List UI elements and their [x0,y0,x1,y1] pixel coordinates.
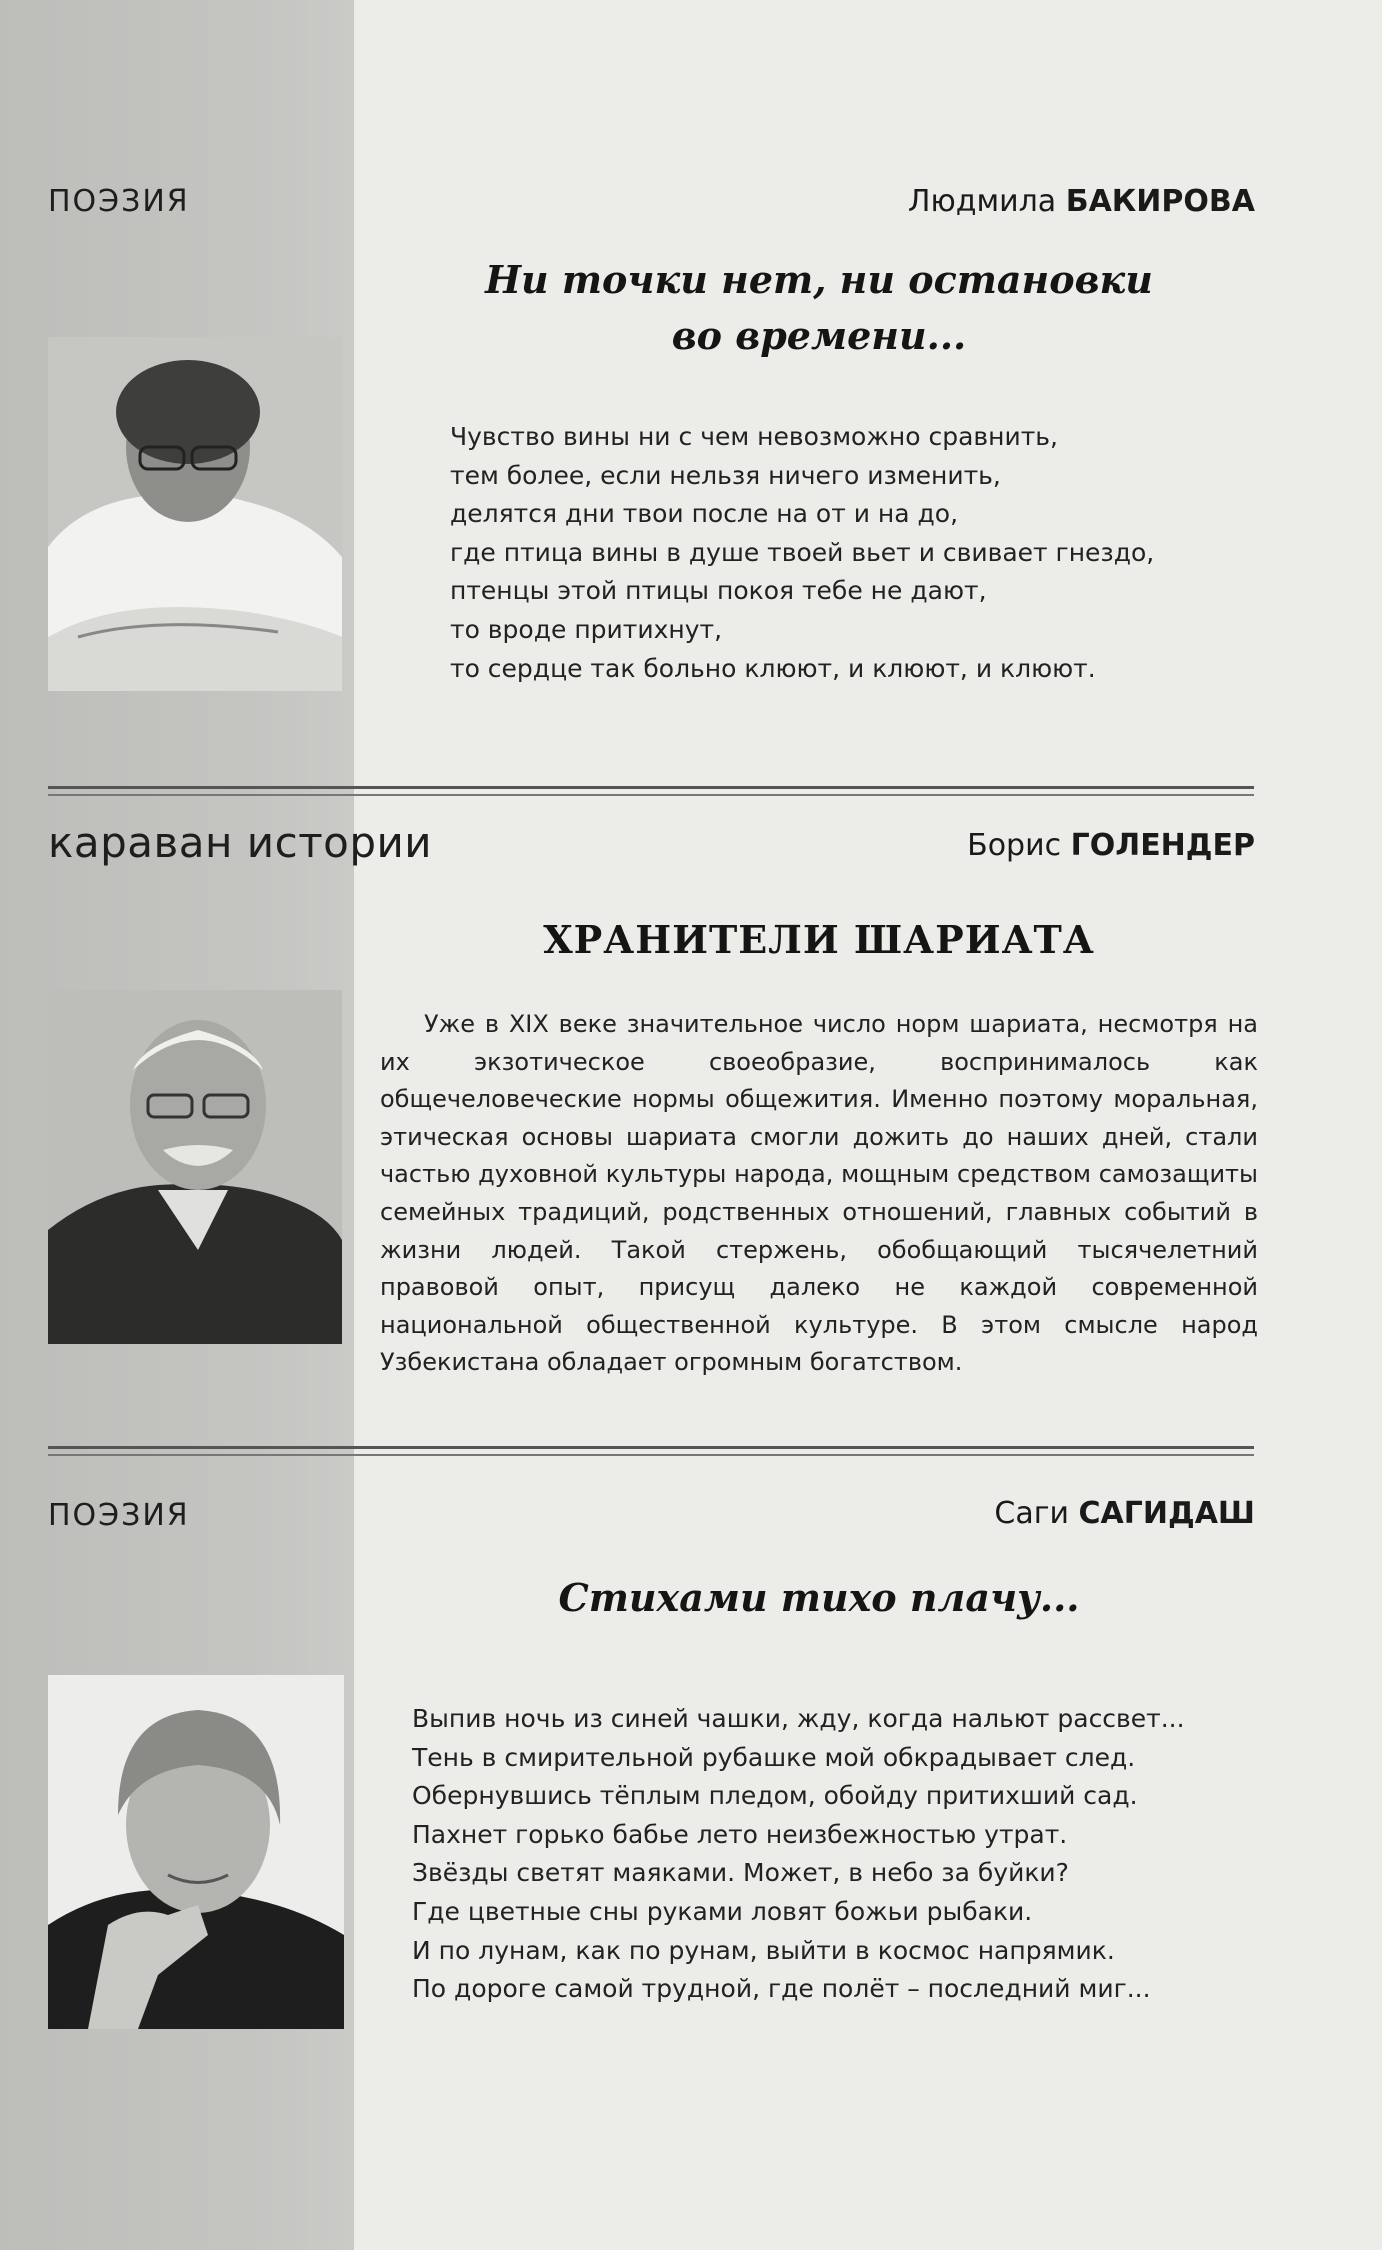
author-first-name: Борис [967,828,1062,863]
rubric-label: караван истории [48,818,433,867]
portrait-man-glasses [48,990,342,1344]
poem-line: Звёзды светят маяками. Может, в небо за буйки? [412,1858,1069,1888]
author-surname: ГОЛЕНДЕР [1070,828,1255,863]
poem-line: По дороге самой трудной, где полёт – последний миг... [412,1974,1151,2004]
author-name [967,828,1255,863]
poem-text [412,1700,1185,2009]
poem-line: где птица вины в душе твоей вьет и свивает гнездо, [450,537,1155,567]
poem-line: Пахнет горько бабье лето неизбежностью утрат. [412,1819,1068,1849]
poem-line: тем более, если нельзя ничего изменить, [450,460,1001,490]
poem-line: Выпив ночь из синей чашки, жду, когда нальют рассвет... [412,1704,1185,1733]
poem-line: Тень в смирительной рубашке мой обкрадывает след. [412,1742,1136,1772]
author-name [994,1496,1255,1531]
section-divider [48,794,1254,796]
author-name [908,184,1255,219]
title-line: во времени... [671,313,967,358]
rubric-label: ПОЭЗИЯ [48,1498,190,1533]
article-title: Стихами тихо плачу... [558,1575,1080,1620]
title-line: Ни точки нет, ни остановки [485,257,1153,302]
poem-line: птенцы этой птицы покоя тебе не дают, [450,576,987,606]
poem-line: делятся дни твои после на от и на до, [450,499,959,529]
portrait-woman-glasses [48,337,342,691]
article-title [380,252,1258,364]
author-first-name: Саги [994,1496,1069,1531]
poem-line: Где цветные сны руками ловят божьи рыбаки. [412,1896,1033,1926]
poem-line: то сердце так больно клюют, и клюют, и клюют. [450,653,1096,683]
author-photo [48,990,342,1344]
author-first-name: Людмила [907,184,1057,219]
poem-text [450,418,1154,688]
section-divider [48,786,1254,789]
article-text: Уже в XIX веке значительное число норм шариата, несмотря на их экзотическое своеобразие, воспринималось как общечеловеческие нормы общежития. Именно поэтому моральная, этическая основы шариата смогли дожить до наших дней, стали частью духовной культуры народа, мощным средством самозащиты семейных традиций, родственных отношений, главных событий в жизни людей. Такой стержень, обобщающий тысячелетний правовой опыт, присущ далеко не каждой современной национальной общественной культуре. В этом смысле народ Узбекистана обладает огромным богатством. [380,1010,1258,1377]
poem-line: то вроде притихнут, [450,614,723,644]
author-photo [48,1675,344,2029]
poem-line: И по лунам, как по рунам, выйти в космос напрямик. [412,1935,1115,1965]
poem-line: Обернувшись тёплым пледом, обойду притихший сад. [412,1781,1138,1811]
section-divider [48,1446,1254,1449]
author-photo [48,337,342,691]
portrait-woman-resting-chin [48,1675,344,2029]
rubric-label: ПОЭЗИЯ [48,184,190,219]
author-surname: БАКИРОВА [1065,184,1255,219]
poem-line: Чувство вины ни с чем невозможно сравнить, [450,422,1058,451]
article-title: ХРАНИТЕЛИ ШАРИАТА [543,917,1095,962]
section-divider [48,1454,1254,1456]
author-surname: САГИДАШ [1078,1496,1255,1531]
